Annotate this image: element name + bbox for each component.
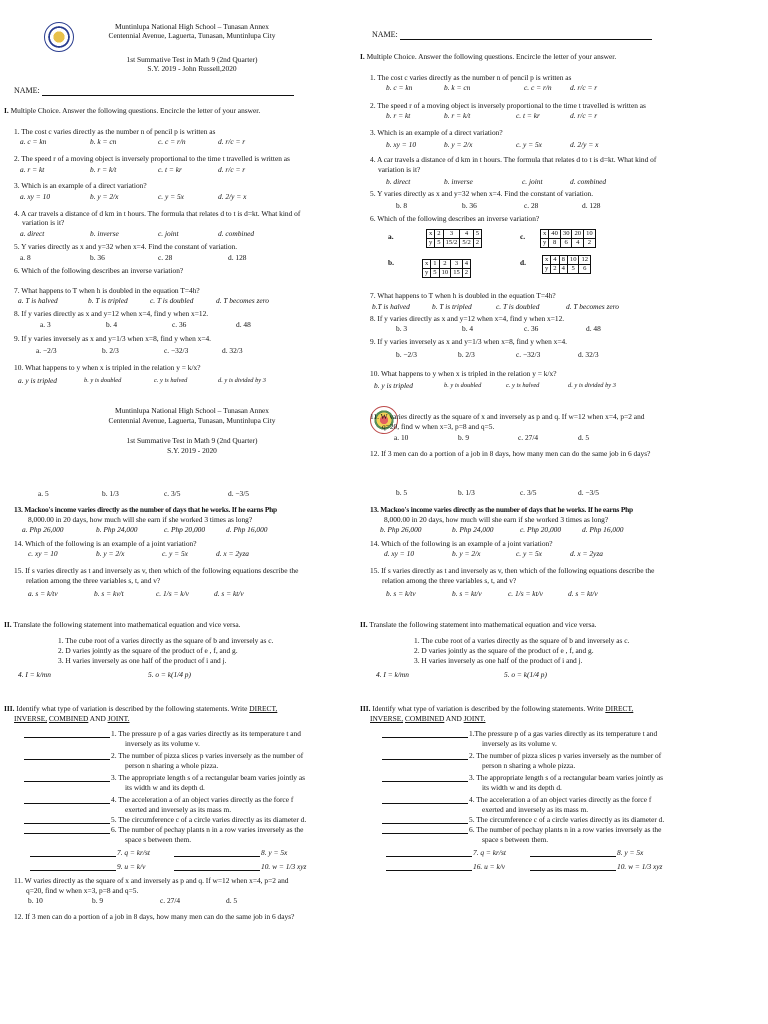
r-q13-choice-b[interactable]: b. Php 24,000 — [452, 525, 494, 534]
q9-choice-d[interactable]: d. 32/3 — [222, 346, 243, 355]
q2-choice-a[interactable]: a. r = kt — [20, 165, 45, 174]
r-q4-choice-d[interactable]: d. combined — [570, 177, 607, 186]
section-i-heading: I. Multiple Choice. Answer the following questions. Encircle the letter of your answer. — [4, 106, 261, 115]
r-question-3: 3. Which is an example of a direct variation? — [370, 128, 503, 137]
r-q2-choice-a[interactable]: b. r = kt — [386, 111, 411, 120]
q7-choice-a[interactable]: a. T is halved — [18, 296, 58, 305]
r-iii-item-8[interactable]: 8. y = 5x — [530, 848, 643, 857]
name-field[interactable] — [14, 86, 294, 96]
iii-item-4-cont: exerted and inversely as its mass m. — [125, 805, 232, 814]
r-question-5: 5. Y varies directly as x and y=32 when x=4. Find the constant of variation. — [370, 189, 594, 198]
q8-choice-c[interactable]: c. 36 — [172, 320, 187, 329]
q5-choice-c[interactable]: c. 28 — [158, 253, 173, 262]
r-q11-choice-b[interactable]: b. 9 — [458, 433, 470, 442]
question-13: 13. Mackoo's income varies directly as the number of days that he works. If he earns Php — [14, 505, 277, 514]
r-q4-choice-c[interactable]: c. joint — [522, 177, 543, 186]
q2-choice-d[interactable]: d. r/c = r — [218, 165, 246, 174]
question-10: 10. What happens to y when x is tripled in the relation y = k/x? — [14, 363, 201, 372]
r-q9-choice-d[interactable]: d. 32/3 — [578, 350, 599, 359]
question-15: 15. If s varies directly as t and inversely as v, then which of the following equations describe the — [14, 566, 299, 575]
r-section-ii-heading: II. Translate the following statement into mathematical equation and vice versa. — [360, 620, 597, 629]
r-q9-choice-a[interactable]: b. −2/3 — [396, 350, 418, 359]
r-q8-choice-b[interactable]: b. 4 — [462, 324, 474, 333]
q14-choice-b[interactable]: b. y = 2/x — [96, 549, 125, 558]
question-2: 2. The speed r of a moving object is inversely proportional to the time t travelled is written as — [14, 154, 290, 163]
right-test-page — [356, 0, 768, 1024]
q15-choice-c[interactable]: c. 1/s = k/v — [156, 589, 189, 598]
r-q2-choice-d[interactable]: d. r/c = r — [570, 111, 598, 120]
r-q3-choice-c[interactable]: c. y = 5x — [516, 140, 542, 149]
r-frag-choice-c[interactable]: c. 3/5 — [520, 488, 537, 497]
table-a: x 2 3 4 5 y 5 15/2 5/2 2 — [426, 229, 482, 248]
r-q13-choice-c[interactable]: c. Php 20,000 — [520, 525, 562, 534]
q2-choice-b[interactable]: b. r = k/t — [90, 165, 117, 174]
question-15-cont: relation among the three variables s, t, and v? — [26, 576, 161, 585]
q8-choice-b[interactable]: b. 4 — [106, 320, 118, 329]
ii-item-4: 4. I = k/mn — [18, 670, 51, 679]
q1-choice-a[interactable]: a. c = kn — [20, 137, 47, 146]
r-q5-choice-c[interactable]: c. 28 — [524, 201, 539, 210]
table-c-label[interactable]: c. — [520, 232, 526, 241]
r-section-iii-heading: III. Identify what type of variation is described by the following statements. Write DIRECT, — [360, 704, 634, 713]
q11-choice-a[interactable]: b. 10 — [28, 896, 43, 905]
r-q8-choice-d[interactable]: d. 48 — [586, 324, 601, 333]
q9-choice-a[interactable]: a. −2/3 — [36, 346, 57, 355]
table-d: x 4 8 10 12 y 2 4 5 6 — [542, 255, 591, 274]
q3-choice-c[interactable]: c. y = 5x — [158, 192, 184, 201]
r-q3-choice-a[interactable]: b. xy = 10 — [386, 140, 417, 149]
q4-choice-d[interactable]: d. combined — [218, 229, 255, 238]
r-q10-choice-a[interactable]: b. y is tripled — [374, 381, 414, 390]
iii-item-2[interactable]: 2. The number of pizza slices p varies inversely as the number of — [24, 751, 303, 760]
q3-choice-b[interactable]: b. y = 2/x — [90, 192, 119, 201]
iii-item-2-cont: person n sharing a whole pizza. — [125, 761, 219, 770]
r-q13-choice-d[interactable]: d. Php 16,000 — [582, 525, 624, 534]
r-ii-item-2: 2. D varies jointly as the square of the product of e , f, and g. — [414, 646, 594, 655]
q13-choice-d[interactable]: d. Php 16,000 — [226, 525, 268, 534]
r-iii-item-3[interactable]: 3. The appropriate length s of a rectangular beam varies jointly as — [382, 773, 663, 782]
question-4-cont: variation is it? — [22, 218, 65, 227]
r-question-1: 1. The cost c varies directly as the number n of pencil p is written as — [370, 73, 572, 82]
frag-choice-d[interactable]: d. −3/5 — [228, 489, 250, 498]
school-address-2: Centennial Avenue, Laguerta, Tunasan, Muntinlupa City — [108, 416, 276, 425]
r-iii-item-2-cont: person n sharing a whole pizza. — [482, 761, 576, 770]
table-b-label[interactable]: b. — [388, 258, 394, 267]
q5-choice-b[interactable]: b. 36 — [90, 253, 105, 262]
q11-choice-d[interactable]: d. 5 — [226, 896, 238, 905]
r-q15-choice-a[interactable]: b. s = k/tv — [386, 589, 416, 598]
school-address: Centennial Avenue, Laguerta, Tunasan, Muntinlupa City — [108, 31, 276, 40]
name-label-right: NAME: — [372, 30, 398, 39]
school-name: Muntinlupa National High School – Tunasan Annex — [115, 22, 269, 31]
r-iii-item-6[interactable]: 6. The number of pechay plants n in a row varies inversely as the — [382, 825, 661, 834]
r-q11-choice-c[interactable]: c. 27/4 — [518, 433, 539, 442]
q15-choice-d[interactable]: d. s = kt/v — [214, 589, 244, 598]
r-iii-item-5[interactable]: 5. The circumference c of a circle varies directly as its diameter d. — [382, 815, 664, 824]
question-8: 8. If y varies directly as x and y=12 when x=4, find y when x=12. — [14, 309, 209, 318]
r-q10-choice-c[interactable]: c. y is halved — [506, 382, 540, 389]
r-iii-item-2[interactable]: 2. The number of pizza slices p varies inversely as the number of — [382, 751, 661, 760]
q10-choice-a[interactable]: a. y is tripled — [18, 376, 58, 385]
r-q8-choice-c[interactable]: c. 36 — [524, 324, 539, 333]
name-label: NAME: — [14, 86, 40, 95]
r-q5-choice-a[interactable]: b. 8 — [396, 201, 408, 210]
r-q9-choice-c[interactable]: c. −32/3 — [516, 350, 541, 359]
school-year: S.Y. 2019 - John Russell,2020 — [147, 64, 237, 73]
r-question-6: 6. Which of the following describes an inverse variation? — [370, 214, 540, 223]
iii-item-1[interactable]: 1. The pressure p of a gas varies directly as its temperature t and — [24, 729, 301, 738]
iii-item-10[interactable]: 10. w = 1/3 xyz — [174, 862, 306, 871]
r-q11-choice-a[interactable]: a. 10 — [394, 433, 409, 442]
r-q1-choice-d[interactable]: d. r/c = r — [570, 83, 598, 92]
r-ii-item-4: 4. I = k/mn — [376, 670, 409, 679]
question-11-cont: q=20, find w when x=3, p=8 and q=5. — [26, 886, 139, 895]
r-question-7: 7. What happens to T when h is doubled in the equation T=4h? — [370, 291, 556, 300]
r-frag-choice-a[interactable]: b. 5 — [396, 488, 408, 497]
q2-choice-c[interactable]: c. t = kr — [158, 165, 182, 174]
question-3: 3. Which is an example of a direct variation? — [14, 181, 147, 190]
q3-choice-a[interactable]: a. xy = 10 — [20, 192, 51, 201]
r-ii-item-5: 5. o = k(1/4 p) — [504, 670, 547, 679]
r-frag-choice-d[interactable]: d. −3/5 — [578, 488, 600, 497]
r-question-15: 15. If s varies directly as t and inversely as v, then which of the following equations describe the — [370, 566, 655, 575]
q5-choice-d[interactable]: d. 128 — [228, 253, 247, 262]
r-q7-choice-d[interactable]: d. T becomes zero — [566, 302, 619, 311]
ii-item-5: 5. o = k(1/4 p) — [148, 670, 191, 679]
q14-choice-c[interactable]: c. y = 5x — [162, 549, 188, 558]
q13-choice-c[interactable]: c. Php 20,000 — [164, 525, 206, 534]
iii-item-4[interactable]: 4. The acceleration a of an object varies directly as the force f — [24, 795, 293, 804]
q1-choice-d[interactable]: d. r/c = r — [218, 137, 246, 146]
question-12: 12. If 3 men can do a portion of a job in 8 days, how many men can do the same job in 6 days? — [14, 912, 295, 921]
q7-choice-c[interactable]: c. T is doubled — [150, 296, 194, 305]
iii-item-9[interactable]: 9. u = k/v — [30, 862, 145, 871]
section-iii-heading: III. Identify what type of variation is described by the following statements. Write DIRECT, — [4, 704, 278, 713]
table-b: x 1 2 3 4 y 5 10 15 2 — [422, 259, 471, 278]
r-question-15-cont: relation among the three variables s, t, and v? — [382, 576, 517, 585]
r-q3-choice-b[interactable]: b. y = 2/x — [444, 140, 473, 149]
r-question-8: 8. If y varies directly as x and y=12 when x=4, find y when x=12. — [370, 314, 565, 323]
question-5: 5. Y varies directly as x and y=32 when x=4. Find the constant of variation. — [14, 242, 238, 251]
q14-choice-d[interactable]: d. x = 2yza — [216, 549, 249, 558]
r-q13-choice-a[interactable]: b. Php 26,000 — [380, 525, 422, 534]
r-q9-choice-b[interactable]: b. 2/3 — [458, 350, 475, 359]
ii-item-2: 2. D varies jointly as the square of the product of e , f, and g. — [58, 646, 238, 655]
r-iii-item-3-cont: its width w and its depth d. — [482, 783, 562, 792]
question-4: 4. A car travels a distance of d km in t hours. The formula that relates d to t is d=kt. What kind of — [14, 209, 301, 218]
r-frag-choice-b[interactable]: b. 1/3 — [458, 488, 475, 497]
iii-item-3[interactable]: 3. The appropriate length s of a rectangular beam varies jointly as — [24, 773, 305, 782]
r-iii-item-7[interactable]: 7. q = kr/st — [386, 848, 506, 857]
q15-choice-b[interactable]: b. s = kv/t — [94, 589, 124, 598]
iii-item-1-cont: inversely as its volume v. — [125, 739, 200, 748]
r-question-9: 9. If y varies inversely as x and y=1/3 when x=8, find y when x=4. — [370, 337, 568, 346]
q11-choice-c[interactable]: c. 27/4 — [160, 896, 181, 905]
r-question-14: 14. Which of the following is an example of a joint variation? — [370, 539, 553, 548]
r-q15-choice-d[interactable]: d. s = kt/v — [568, 589, 598, 598]
r-q7-choice-b[interactable]: b. T is tripled — [432, 302, 472, 311]
q13-choice-b[interactable]: b. Php 24,000 — [96, 525, 138, 534]
r-q4-choice-a[interactable]: b. direct — [386, 177, 411, 186]
name-line[interactable] — [42, 88, 294, 96]
r-q15-choice-b[interactable]: b. s = kt/v — [452, 589, 482, 598]
q4-choice-c[interactable]: c. joint — [158, 229, 179, 238]
frag-choice-c[interactable]: c. 3/5 — [164, 489, 181, 498]
q1-choice-c[interactable]: c. c = r/n — [158, 137, 186, 146]
name-field-right[interactable] — [372, 30, 652, 40]
r-q14-choice-b[interactable]: b. y = 2/x — [452, 549, 481, 558]
q4-choice-a[interactable]: a. direct — [20, 229, 45, 238]
q3-choice-d[interactable]: d. 2/y = x — [218, 192, 247, 201]
q14-choice-a[interactable]: c. xy = 10 — [28, 549, 58, 558]
r-q14-choice-d[interactable]: d. x = 2yza — [570, 549, 603, 558]
r-iii-item-4[interactable]: 4. The acceleration a of an object varies directly as the force f — [382, 795, 651, 804]
school-name-2: Muntinlupa National High School – Tunasan Annex — [115, 406, 269, 415]
r-q7-choice-c[interactable]: c. T is doubled — [496, 302, 540, 311]
r-question-4: 4. A car travels a distance of d km in t hours. The formula that relates d to t is d=kt. What kind of — [370, 155, 657, 164]
question-9: 9. If y varies inversely as x and y=1/3 when x=8, find y when x=4. — [14, 334, 212, 343]
iii-item-6-cont: space s between them. — [125, 835, 192, 844]
r-iii-item-10[interactable]: 10. w = 1/3 xyz — [530, 862, 662, 871]
r-q11-choice-d[interactable]: d. 5 — [578, 433, 590, 442]
q9-choice-b[interactable]: b. 2/3 — [102, 346, 119, 355]
section-ii-heading: II. Translate the following statement into mathematical equation and vice versa. — [4, 620, 241, 629]
r-q2-choice-b[interactable]: b. r = k/t — [444, 111, 471, 120]
r-question-11-cont: q=20, find w when x=3, p=8 and q=5. — [382, 422, 495, 431]
r-question-12: 12. If 3 men can do a portion of a job in 8 days, how many men can do the same job in 6 days? — [370, 449, 651, 458]
table-a-label[interactable]: a. — [388, 232, 394, 241]
q10-choice-b[interactable]: b. y is doubled — [84, 377, 122, 384]
r-ii-item-1: 1. The cube root of a varies directly as the square of b and inversely as c. — [414, 636, 630, 645]
r-question-4-cont: variation is it? — [378, 165, 421, 174]
table-c: x 40 30 20 10 y 8 6 4 2 — [540, 229, 596, 248]
r-q4-choice-b[interactable]: b. inverse — [444, 177, 473, 186]
r-iii-item-1-cont: inversely as its volume v. — [482, 739, 557, 748]
q7-choice-b[interactable]: b. T is tripled — [88, 296, 128, 305]
test-title-2: 1st Summative Test in Math 9 (2nd Quarter) — [126, 436, 258, 445]
r-q15-choice-c[interactable]: c. 1/s = kt/v — [508, 589, 543, 598]
q8-choice-d[interactable]: d. 48 — [236, 320, 251, 329]
r-question-13: 13. Mackoo's income varies directly as the number of days that he works. If he earns Php — [370, 505, 633, 514]
section-iii-heading-cont: INVERSE, COMBINED AND JOINT. — [14, 714, 130, 723]
test-title: 1st Summative Test in Math 9 (2nd Quarter) — [126, 55, 258, 64]
r-q3-choice-d[interactable]: d. 2/y = x — [570, 140, 599, 149]
q7-choice-d[interactable]: d. T becomes zero — [216, 296, 269, 305]
r-section-iii-heading-cont: INVERSE, COMBINED AND JOINT. — [370, 714, 486, 723]
ii-item-3: 3. H varies inversely as one half of the product of i and j. — [58, 656, 227, 665]
question-11: 11. W varies directly as the square of x and inversely as p and q. If w=12 when x=4, p=2 and — [14, 876, 289, 885]
r-q1-choice-c[interactable]: c. c = r/n — [524, 83, 552, 92]
r-q10-choice-d[interactable]: d. y is divided by 3 — [568, 382, 616, 389]
r-iii-item-1[interactable]: 1.The pressure p of a gas varies directly as its temperature t and — [382, 729, 657, 738]
q10-choice-c[interactable]: c. y is halved — [154, 377, 188, 384]
q1-choice-b[interactable]: b. k = cn — [90, 137, 117, 146]
school-year-2: S.Y. 2019 - 2020 — [167, 446, 217, 455]
section-i-heading-right: I. Multiple Choice. Answer the following questions. Encircle the letter of your answer. — [360, 52, 617, 61]
q9-choice-c[interactable]: c. −32/3 — [164, 346, 189, 355]
q10-choice-d[interactable]: d. y is divided by 3 — [218, 377, 266, 384]
q15-choice-a[interactable]: a. s = k/tv — [28, 589, 58, 598]
q8-choice-a[interactable]: a. 3 — [40, 320, 51, 329]
question-1: 1. The cost c varies directly as the number n of pencil p is written as — [14, 127, 216, 136]
r-ii-item-3: 3. H varies inversely as one half of the product of i and j. — [414, 656, 583, 665]
r-question-13-cont: 8,000.00 in 20 days, how much will she earn if she worked 3 times as long? — [384, 515, 609, 524]
r-q14-choice-a[interactable]: d. xy = 10 — [384, 549, 415, 558]
q11-choice-b[interactable]: b. 9 — [92, 896, 104, 905]
question-13-cont: 8,000.00 in 20 days, how much will she earn if she worked 3 times as long? — [28, 515, 253, 524]
r-q1-choice-a[interactable]: b. c = kn — [386, 83, 413, 92]
iii-item-8[interactable]: 8. y = 5x — [174, 848, 287, 857]
r-iii-item-6-cont: space s between them. — [482, 835, 549, 844]
frag-choice-a[interactable]: a. 5 — [38, 489, 49, 498]
table-d-label[interactable]: d. — [520, 258, 526, 267]
r-question-11: 11. W varies directly as the square of x and inversely as p and q. If w=12 when x=4, p=2 and — [370, 412, 645, 421]
q5-choice-a[interactable]: a. 8 — [20, 253, 31, 262]
r-iii-item-9[interactable]: 16. u = k/v — [386, 862, 505, 871]
r-q14-choice-c[interactable]: c. y = 5x — [516, 549, 542, 558]
iii-item-6[interactable]: 6. The number of pechay plants n in a row varies inversely as the — [24, 825, 303, 834]
question-7: 7. What happens to T when h is doubled in the equation T=4h? — [14, 286, 200, 295]
question-6: 6. Which of the following describes an inverse variation? — [14, 266, 184, 275]
r-q1-choice-b[interactable]: b. k = cn — [444, 83, 471, 92]
r-q8-choice-a[interactable]: b. 3 — [396, 324, 408, 333]
r-question-2: 2. The speed r of a moving object is inversely proportional to the time t travelled is written as — [370, 101, 646, 110]
r-q7-choice-a[interactable]: b.T is halved — [372, 302, 410, 311]
frag-choice-b[interactable]: b. 1/3 — [102, 489, 119, 498]
r-q5-choice-d[interactable]: d. 128 — [582, 201, 601, 210]
q13-choice-a[interactable]: a. Php 26,000 — [22, 525, 64, 534]
r-q2-choice-c[interactable]: c. t = kr — [516, 111, 540, 120]
r-q5-choice-b[interactable]: b. 36 — [462, 201, 477, 210]
iii-item-5[interactable]: 5. The circumference c of a circle varies directly as its diameter d. — [24, 815, 306, 824]
question-14: 14. Which of the following is an example of a joint variation? — [14, 539, 197, 548]
r-question-10: 10. What happens to y when x is tripled in the relation y = k/x? — [370, 369, 557, 378]
ii-item-1: 1. The cube root of a varies directly as the square of b and inversely as c. — [58, 636, 274, 645]
iii-item-3-cont: its width w and its depth d. — [125, 783, 205, 792]
iii-item-7[interactable]: 7. q = kr/st — [30, 848, 150, 857]
r-iii-item-4-cont: exerted and inversely as its mass m. — [482, 805, 589, 814]
name-line-right[interactable] — [400, 32, 652, 40]
r-q10-choice-b[interactable]: b. y is doubled — [444, 382, 482, 389]
q4-choice-b[interactable]: b. inverse — [90, 229, 119, 238]
